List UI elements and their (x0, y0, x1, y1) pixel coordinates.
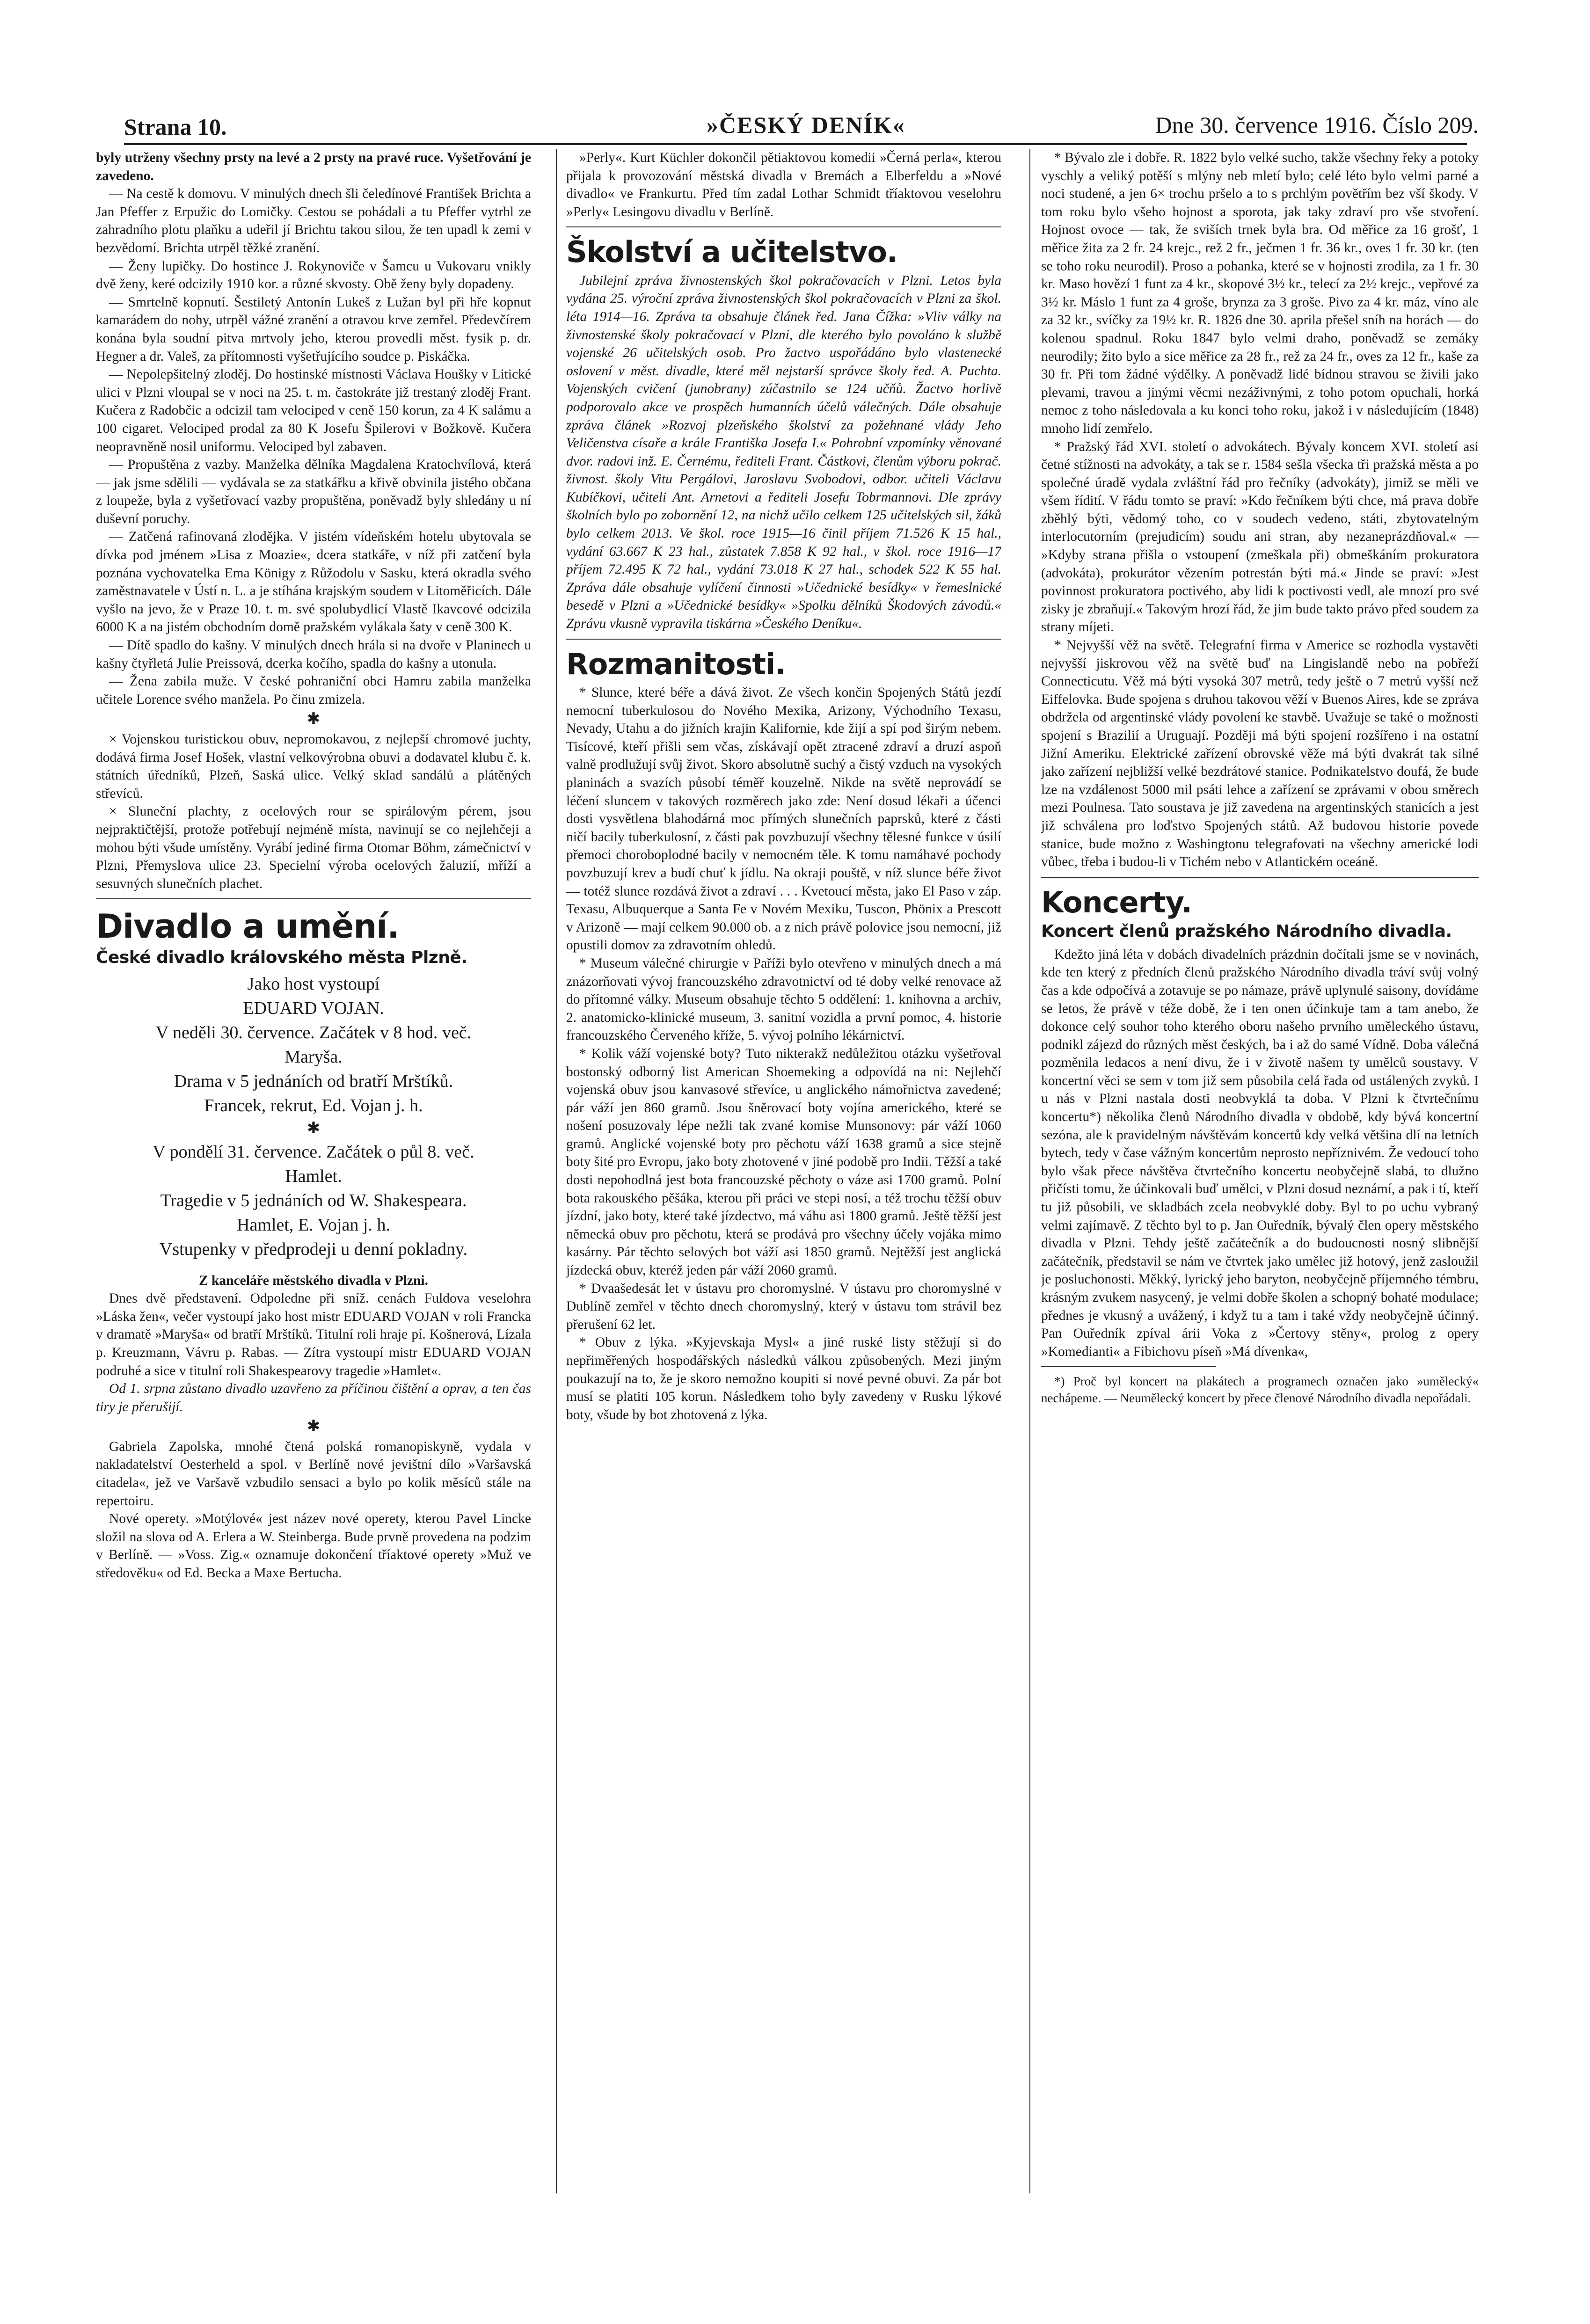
article: * Dvaašedesát let v ústavu pro choromyslné. V ústavu pro choromyslné v Dublíně zemřel v těchto dnech choromyslný, který v ústavu tom strávil bez přerušení 62 let. (566, 1281, 1001, 1332)
issue-date: Dne 30. července 1916. Číslo 209. (1155, 112, 1479, 138)
article: byly utrženy všechny prsty na levé a 2 prsty na pravé ruce. Vyšetřování je zavedeno. (96, 150, 531, 183)
article: — Nepolepšitelný zloděj. Do hostinské místnosti Václava Houšky v Litické ulici v Plzni vloupal se v noci na 25. t. m. častokráte již trestaný zloděj Frant. Kučera z Radobčic a odcizil tam velociped v ceně 150 korun, za 4 K salámu a 100 cigaret. Velociped prodal za 80 K Josefu Špilerovi v Božkově. Kučera neopravněně nosil uniformu. Velociped byl zabaven. (96, 367, 531, 454)
section-rule (1041, 877, 1479, 878)
article: * Kolik váží vojenské boty? Tuto nikterakž nedůležitou otázku vyšetřoval bostonský odborný list American Shoemeking a odpovídá na ni: Nejlehčí vojenská obuv jsou kanvasové střevíce, u anglického námořnictva zavedené; pár váží jen 860 gramů. Jsou šněrovací boty vojína amerického, které se nošení posuzovaly lépe nežli tak zvané komise Munsonovy: pár váží 1060 gramů. Anglické vojenské boty pro pěchotu váží 1638 gramů a sice stejně boty šité pro Evropu, jako boty zhotovené v jiné podobě pro Indii. Těžší a také dosti nepohodlná jest bota francouzské pěchoty o váze asi 1700 gramů. Polní bota rakouského pěšáka, kterou při práci ve stepi nosí, a též trochu těžší obuv jízdní, jako boty, které také jízdectvo, má váhu asi 1800 gramů. Ještě těžší jest německá obuv pro pěchotu, která se prodává pro všechny účely vojáka mimo kasárny. Pár těchto selových bot váží asi 1850 gramů. Nejtěžší jest anglická jízdecká obuv, kteréž jeden pár váží 2060 gramů. (566, 1046, 1001, 1278)
announcement-line: V neděli 30. července. Začátek v 8 hod. več. (155, 1022, 472, 1042)
article: * Nejvyšší věž na světě. Telegrafní firma v Americe se rozhodla vystavěti nejvyšší jiskrovou věž na světě buď na Lingislandě nebo na pobřeží Connecticutu. Věž má býti vysoká 307 metrů, tedy ještě o 7 metrů vyšší než Eiffelovka. Bude spojena s druhou takovou věží v Buenos Aires, kde se zpráva obdržela od argentinské vlády povolení ke stavbě. Uvažuje se také o možnosti spojení s Brazilií a Uruguají. Později má býti spojení rozšířeno i na ostatní Jižní Ameriku. Elektrické zařízení obrovské věže má býti dvakrát tak silné jako zařízení nejbližší velké bezdrátové stanice. Podnikatelstvo doufá, že bude lze na vzdálenost 5000 mil psáti lehce a zařízení se zprávami v obou směrech mezi Poulnesa. Tato soustava je již zavedena na argentinských stanicích a jest již schválena pro loďstvo Spojených států. Až budovou historie povede stanice, bude možno z Washingtonu telegrafovati na všechny americké lodi vůbec, třeba i budou-li v Tichém nebo v Atlantickém oceáně. (1041, 638, 1479, 870)
office-heading: Z kanceláře městského divadla v Plzni. (198, 1273, 429, 1288)
article: — Zatčená rafinovaná zlodějka. V jistém vídeňském hotelu ubytovala se dívka pod jménem »Lisa z Moazie«, dcera statkáře, v níž při zatčení byla poznána vychovatelka Ema Königy z Růžodolu v Sasku, která okradla svého zaměstnavatele v Ústí n. L. a je stíhána krajským soudem v Litoměřicích. Dále vyšlo na jevo, že v Praze 10. t. m. své spolubydlicí Vlastě Ikavcové odcizila 6000 K a na jistém obchodním domě pražském vylákala šaty v ceně 300 K. (96, 529, 531, 635)
announcement-line: EDUARD VOJAN. (243, 998, 384, 1018)
theatre-subheading: České divadlo královského města Plzně. (96, 948, 467, 968)
advertisement: × Sluneční plachty, z ocelových rour se spirálovým pérem, jsou nejpraktičtější, protože potřebují nejméně místa, navinují se co nejlehčeji a mohou býti všude umístěny. Vyrábí jediné firma Otomar Böhm, zámečnictví v Plzni, Přemyslova ulice 23. Specielní výroba ocelových žaluzií, mříží a sesuvných slunečních plachet. (96, 804, 531, 891)
page-header (117, 106, 1488, 143)
section-heading-theatre: Divadlo a umění. (96, 907, 399, 946)
article: * Obuv z lýka. »Kyjevskaja Mysl« a jiné ruské listy stěžují si do nepřiměřených hospodářských následků válkou způsobených. Mezi jiným poukazují na to, že je skoro nemožno koupiti si nové pevné obuvi. Za pár bot musí se platiti 105 korun. Následkem toho byly zavedeny v Rusku lýkové boty, všude by bot zhotovená z lýka. (566, 1335, 1001, 1422)
announcement-line: V pondělí 31. července. Začátek o půl 8. več. (153, 1142, 474, 1162)
footnote-rule (1041, 1366, 1216, 1367)
article: »Perly«. Kurt Küchler dokončil pětiaktovou komedii »Černá perla«, kterou přijala k provozování městská divadla v Bremách a Elberfeldu a »Nové divadlo« ve Frankurtu. Před tím zadal Lothar Schmidt tříaktovou veselohru »Perly« Lesingovu divadlu v Berlíně. (566, 150, 1001, 219)
announcement-line: Jako host vystoupí (247, 974, 380, 994)
column-3 (1041, 149, 1479, 2189)
column-1 (96, 149, 531, 2189)
announcement-line: Tragedie v 5 jednáních od W. Shakespeara. (160, 1190, 467, 1210)
footnote: *) Proč byl koncert na plakátech a programech označen jako »umělecký« nechápeme. — Neumělecký koncert by přece členové Národního divadla nepořádali. (1041, 1374, 1479, 1406)
announcement-line: Francek, rekrut, Ed. Vojan j. h. (204, 1095, 423, 1115)
section-heading-school: Školství a učitelstvo. (566, 235, 897, 270)
article: * Museum válečné chirurgie v Paříži bylo otevřeno v minulých dnech a má znázorňovati vývoj francouzského zdravotnictví od té doby velké renovace až do přítomné války. Museum obsahuje těchto 5 oddělení: 1. knihovna a archiv, 2. anatomicko-klinické museum, 3. sanitní vozidla a první pomoc, 4. historie francouzského Červeného kříže, 5. vývoj polního lékárnictví. (566, 955, 1001, 1043)
announcement-line: Hamlet. (285, 1166, 342, 1186)
header-rule (124, 143, 1467, 145)
article: Gabriela Zapolska, mnohé čtená polská romanopiskyně, vydala v nakladatelství Oesterheld a spol. v Berlíně nové jevištní dílo »Varšavská citadela«, jež ve Varšavě vzbudilo sensaci a bylo po kolik měsíců stále na repertoiru. (96, 1439, 531, 1508)
article: — Na cestě k domovu. V minulých dnech šli čeledínové František Brichta a Jan Pfeffer z Erpužic do Lomičky. Cestou se pohádali a tu Pfeffer vytrhl ze zahradního plotu plaňku a udeřil jí Brichtu takou silou, že ten upadl k zemi v bezvědomí. Brichta utrpěl těžké zranění. (96, 186, 531, 255)
article: Jubilejní zpráva živnostenských škol pokračovacích v Plzni. Letos byla vydána 25. výroční zpráva živnostenských škol pokračovacích v Plzni za škol. léta 1914—16. Zpráva ta obsahuje článek řed. Jana Čížka: »Vliv války na živnostenské školy pokračovací v Plzni, dle kterého bylo povoláno k službě vojenské 26 učitelských osob. Pro žactvo uspořádáno bylo vlastenecké oslovení v měst. divadle, které měl nejstarší správce školy řed. A. Puchta. Vojenských cvičení (junobrany) zúčastnilo se 124 učňů. Žactvo horlivě podporovalo akce ve prospěch humanních účelů válečných. Dále obsahuje zpráva článek »Rozvoj plzeňského školství za požehnané vlády Jeho Veličenstva císaře a krále Františka Josefa I.« Pohrobní vzpomínky věnované dvor. radovi inž. E. Černému, řediteli Frant. Částkovi, členům výboru pokrač. živnost. školy Vitu Pergálovi, Jaroslavu Svobodovi, odbor. učiteli Václavu Kubíčkovi, učiteli Ant. Arnetovi a řediteli Josefu Tobrmannovi. Dle zprávy školních bylo po zobornění 12, na nichž učilo celkem 125 učitelských sil, žáků bylo celkem 2013. Ve škol. roce 1915—16 činil příjem 71.526 K 15 hal., vydání 63.667 K 23 hal., zůstatek 7.858 K 92 hal., v škol. roce 1916—17 příjem 72.495 K 72 hal., vydání 73.018 K 27 hal., schodek 522 K 55 hal. Zpráva dále obsahuje vylíčení činnosti »Učednické besídky« v řemeslnické besedě v Plzni a »Učednické besídky« »Spolku dělníků Škodových závodů.« Zprávu vkusně vypravila tiskárna »Českého Deníku«. (566, 273, 1001, 632)
announcement-line: Hamlet, E. Vojan j. h. (237, 1215, 390, 1235)
article: * Slunce, které béře a dává život. Ze všech končin Spojených Států jezdí nemocní tuberkulosou do Nového Mexika, Arizony, Východního Texasu, Nevady, Utahu a do jižních krajin Kalifornie, kde žijí a spí pod širým nebem. Tisícové, kteří přišli sem včas, získávají opět ztracené zdraví a druzí aspoň valně prodlužují svůj život. Skoro absolutně suchý a čistý vzduch na vysokých planinách a svazích působí téměř kouzelně. Nikde na světě neprovádí se léčení sluncem v takových rozměrech jako zde: Není dosud lékaři a účenci dosti vysvětlena blahodárná moc přímých slunečních paprsků, které z části ničí bacily tuberkulosní, z části pak povzbuzují všechny tělesné funkce v úsilí přemoci choroboplodné bacily v nemocném těle. K tomu namáhavé pochody povzbuzují krev a budí chuť k jídlu. Na okraji pouště, v níž slunce béře život — totéž slunce rozdává život a zdraví . . . Kvetoucí města, jako El Paso v záp. Texasu, Albuquerque a Santa Fe v Novém Mexiku, Tuscon, Phönix a Prescott v Arizoně — mají celkem 90.000 ob. a z nich právě polovice jsou nemocní, již opustili domov za zdravotním ohledů. (566, 685, 1001, 953)
section-heading-misc: Rozmanitosti. (566, 647, 786, 681)
article: * Pražský řád XVI. století o advokátech. Bývaly koncem XVI. století asi četné stížnosti na advokáty, a tak se r. 1584 sešla všecka tři pražská města a po společné úradě vydala zvláštní řád pro řečníky (advokáty), jimiž se měli ve všem řídití. V řádu tomto se praví: »Kdo řečníkem býti chce, má prava dobře zběhlý býti, vědomý toho, co v soudech vedeno, státi, zbytovatelným interlocutorním (prejudicím) soudu ani stran, aby nezaneprázdňoval.« — »Kdyby strana přišla o vstoupení (zmeškala při) obmeškáním prokuratora (advokáta), prokurátor vězením potrestán býti má.« Jinde se praví: »Jest povinnost prokuratora poctivého, aby lidi k poctivosti vedl, ale mnozí pro své zisky je zbraňují.« Takovým hrozí řád, že jim bude takto právo před soudem za strany míjeti. (1041, 439, 1479, 635)
article: Nové operety. »Motýlové« jest název nové operety, kterou Pavel Lincke složil na slova od A. Erlera a W. Steinberga. Bude prvně provedena na podzim v Berlíně. — »Voss. Zig.« oznamuje dokončení tříaktové operety »Muž ve středověku« od Ed. Becka a Maxe Bertucha. (96, 1511, 531, 1581)
separator-asterisk: ✱ (306, 1119, 321, 1137)
article: — Ženy lupičky. Do hostince J. Rokynoviče v Šamcu u Vukovaru vnikly dvě ženy, keré odcizily 1910 kor. a různé skvosty. Obě ženy byly dopadeny. (96, 258, 531, 292)
article: * Bývalo zle i dobře. R. 1822 bylo velké sucho, takže všechny řeky a potoky vyschly a veliký potěší s mlýny neb mletí bylo; celé léto bylo velmi parné a noci studené, a jen 6× trochu pršelo a to s prchlým povětřím bez vší škody. V tom roku bylo všeho hojnost a sporota, jak taky zdraví pro vše stvoření. Hojnost ovoce — tak, že sviších trnek byla bra. Od měřice za 16 grošť, 1 měřice žita za 2 fr. 24 krejc., rež 2 fr., ječmen 1 fr. 36 kr., oves 1 fr. 30 kr. (ten se toho roku neurodil). Proso a pohanka, které se v hojnosti zrodila, za 1 fr. 30 kr. Maso hovězí 1 funt za 4 kr., skopové 3½ kr., telecí za 2½ krejc., vepřové za 3½ kr. Máslo 1 funt za 4 groše, brynza za 3 groše. Pivo za 4 kr. máz, víno ale za 32 kr., svíčky za 19½ kr. R. 1826 dne 30. aprila přešel sníh na horách — do kolenou spadnul. Roku 1847 bylo velmi draho, poněvadž se zemáky neurodily; žito bylo a sice měřice za 28 fr., rež za 24 fr., oves za 12 fr., kaše za 30 fr. Při tom žádné výdělky. A poněvadž lidé bídnou stravou se živili jako plevami, travou a jinými věcmi nezáživnými, z toho potom opuchali, horká nemoc z toho následovala a ku konci toho roku, jakož i v následujícím (1848) mnoho lidí zemřelo. (1041, 150, 1479, 436)
article: — Žena zabila muže. V české pohraniční obci Hamru zabila manželka učitele Lorence svého manžela. Po činu zmizela. (96, 674, 531, 707)
announcement-line: Vstupenky v předprodeji u denní pokladny. (159, 1239, 468, 1259)
article: — Propuštěna z vazby. Manželka dělníka Magdalena Kratochvílová, která — jak jsme sdělili — vydávala se za statkářku a křivě obvinila jistého občana z loupeže, byla z vyšetřovací vazby propuštěna, poněvadž byly shledány u ní duševní poruchy. (96, 457, 531, 526)
article: Dnes dvě představení. Odpoledne při sníž. cenách Fuldova veselohra »Láska žen«, večer vystoupí jako host mistr EDUARD VOJAN v roli Francka v dramatě »Maryša« od bratří Mrštíků. Titulní roli hraje pí. Košnerová, Lízala p. Kreuzmann, Vávru p. Rabas. — Zítra vystoupí mistr EDUARD VOJAN podruhé a sice v titulní roli Shakespearovy tragedie »Hamlet«. (96, 1291, 531, 1378)
column-divider (1029, 149, 1030, 2193)
separator-asterisk: ✱ (306, 1418, 321, 1435)
article: — Dítě spadlo do kašny. V minulých dnech hrála si na dvoře v Planinech u kašny čtyřletá Julie Preissová, dcerka kočího, spadla do kašny a utonula. (96, 638, 531, 671)
column-divider (556, 149, 557, 2193)
announcement-line: Drama v 5 jednáních od bratří Mrštíků. (174, 1071, 453, 1091)
article: — Smrtelně kopnutí. Šestiletý Antonín Lukeš z Lužan byl při hře kopnut kamarádem do nohy, utrpěl vážné zranění a otravou krve zemřel. Předevčírem konána byla soudní pitva mrtvoly jeho, kterou provedli měst. fysik p. dr. Hegner a dr. Valeš, za přítomnosti vyšetřujícího soudce p. Piskáčka. (96, 294, 531, 364)
newspaper-title: »ČESKÝ DENÍK« (707, 112, 905, 138)
column-2 (566, 149, 1001, 2189)
section-rule (566, 639, 1001, 640)
advertisement: × Vojenskou turistickou obuv, nepromokavou, z nejlepší chromové juchty, dodává firma Josef Hošek, vlastní velkovýrobna obuvi a dodavatel klubu č. k. státních úředníků, Plzeň, Saská ulice. Velký sklad sandálů a plátěných střevíců. (96, 732, 531, 801)
announcement-line: Maryša. (284, 1047, 343, 1067)
article: Kdežto jiná léta v dobách divadelních prázdnin dočítali jsme se v novinách, kde ten který z předních členů pražského Národního divadla tráví svůj volný čas a kde odpočívá a zotavuje se po námaze, právě uplynulé saisony, dovídáme se letos, že právě v téže době, že i ten onen účinkuje tam a tam anebo, že dokonce celý souhor toho kterého oboru našeho prvního uměleckého ústavu, podnikl zájezd do různých měst českých, ba i až do samé Vídně. Doba válečná pozměnila ledacos a není divu, že i v životě našem ty umělců soustavy. V koncertní věci se sem v tom již sem působila celá řada od ustálených zvyků. I u nás v Plzni nastala dosti neobvyklá ta doba. V Plzni k čtvrtečnímu koncertu*) několika členů Národního divadla v obdobě, kdy bývá koncertní sezóna, ale k pravidelným návštěvám koncertů kdy velká většina dlí na letních bytech, tedy v čase vážným koncertům neprosto nepříznivém. Že vedoucí toho bylo však přece návštěva čtvrtečního koncertu neobyčejně slabá, to dlužno přičísti tomu, že účinkovali buď umělci, v Plzni dosud neznámí, a pak i tí, kteří tu již působili, ve skladbách zcela neobvyklé doby. Byl to po uchu vybraný velmi zajímavě. Z těchto byl to p. Jan Ouředník, bývalý člen opery městského divadla v Plzni. Tehdy ještě začátečník a do budoucnosti nosný slibnější začátečník, představil se nám ve čtvrtek jako umělec již hotový, jenž zasloužil je posluchonosti. Měkký, lyrický jeho baryton, neobyčejně příjemného témbru, krásným zvukem nasycený, je velmi dobře školen a schopný bohaté modulace; přednes je vkusný a uvážený, i když tu a tam i také vždy neobyčejně účinný. Pan Ouředník zpíval árii Voka z »Čertovy stěny«, prolog z opery »Komedianti« a Fibichovu píseň »Má dívenka«, (1041, 947, 1479, 1359)
page-number: Strana 10. (124, 114, 227, 140)
section-rule (96, 898, 531, 899)
section-rule (566, 226, 1001, 227)
separator-asterisk: ✱ (306, 710, 321, 728)
concert-subheading: Koncert členů pražského Národního divadla. (1041, 922, 1452, 941)
article: Od 1. srpna zůstano divadlo uzavřeno za příčinou čištění a oprav, a ten čas tiry je přerušijí. (96, 1381, 531, 1414)
section-heading-concerts: Koncerty. (1041, 885, 1192, 919)
